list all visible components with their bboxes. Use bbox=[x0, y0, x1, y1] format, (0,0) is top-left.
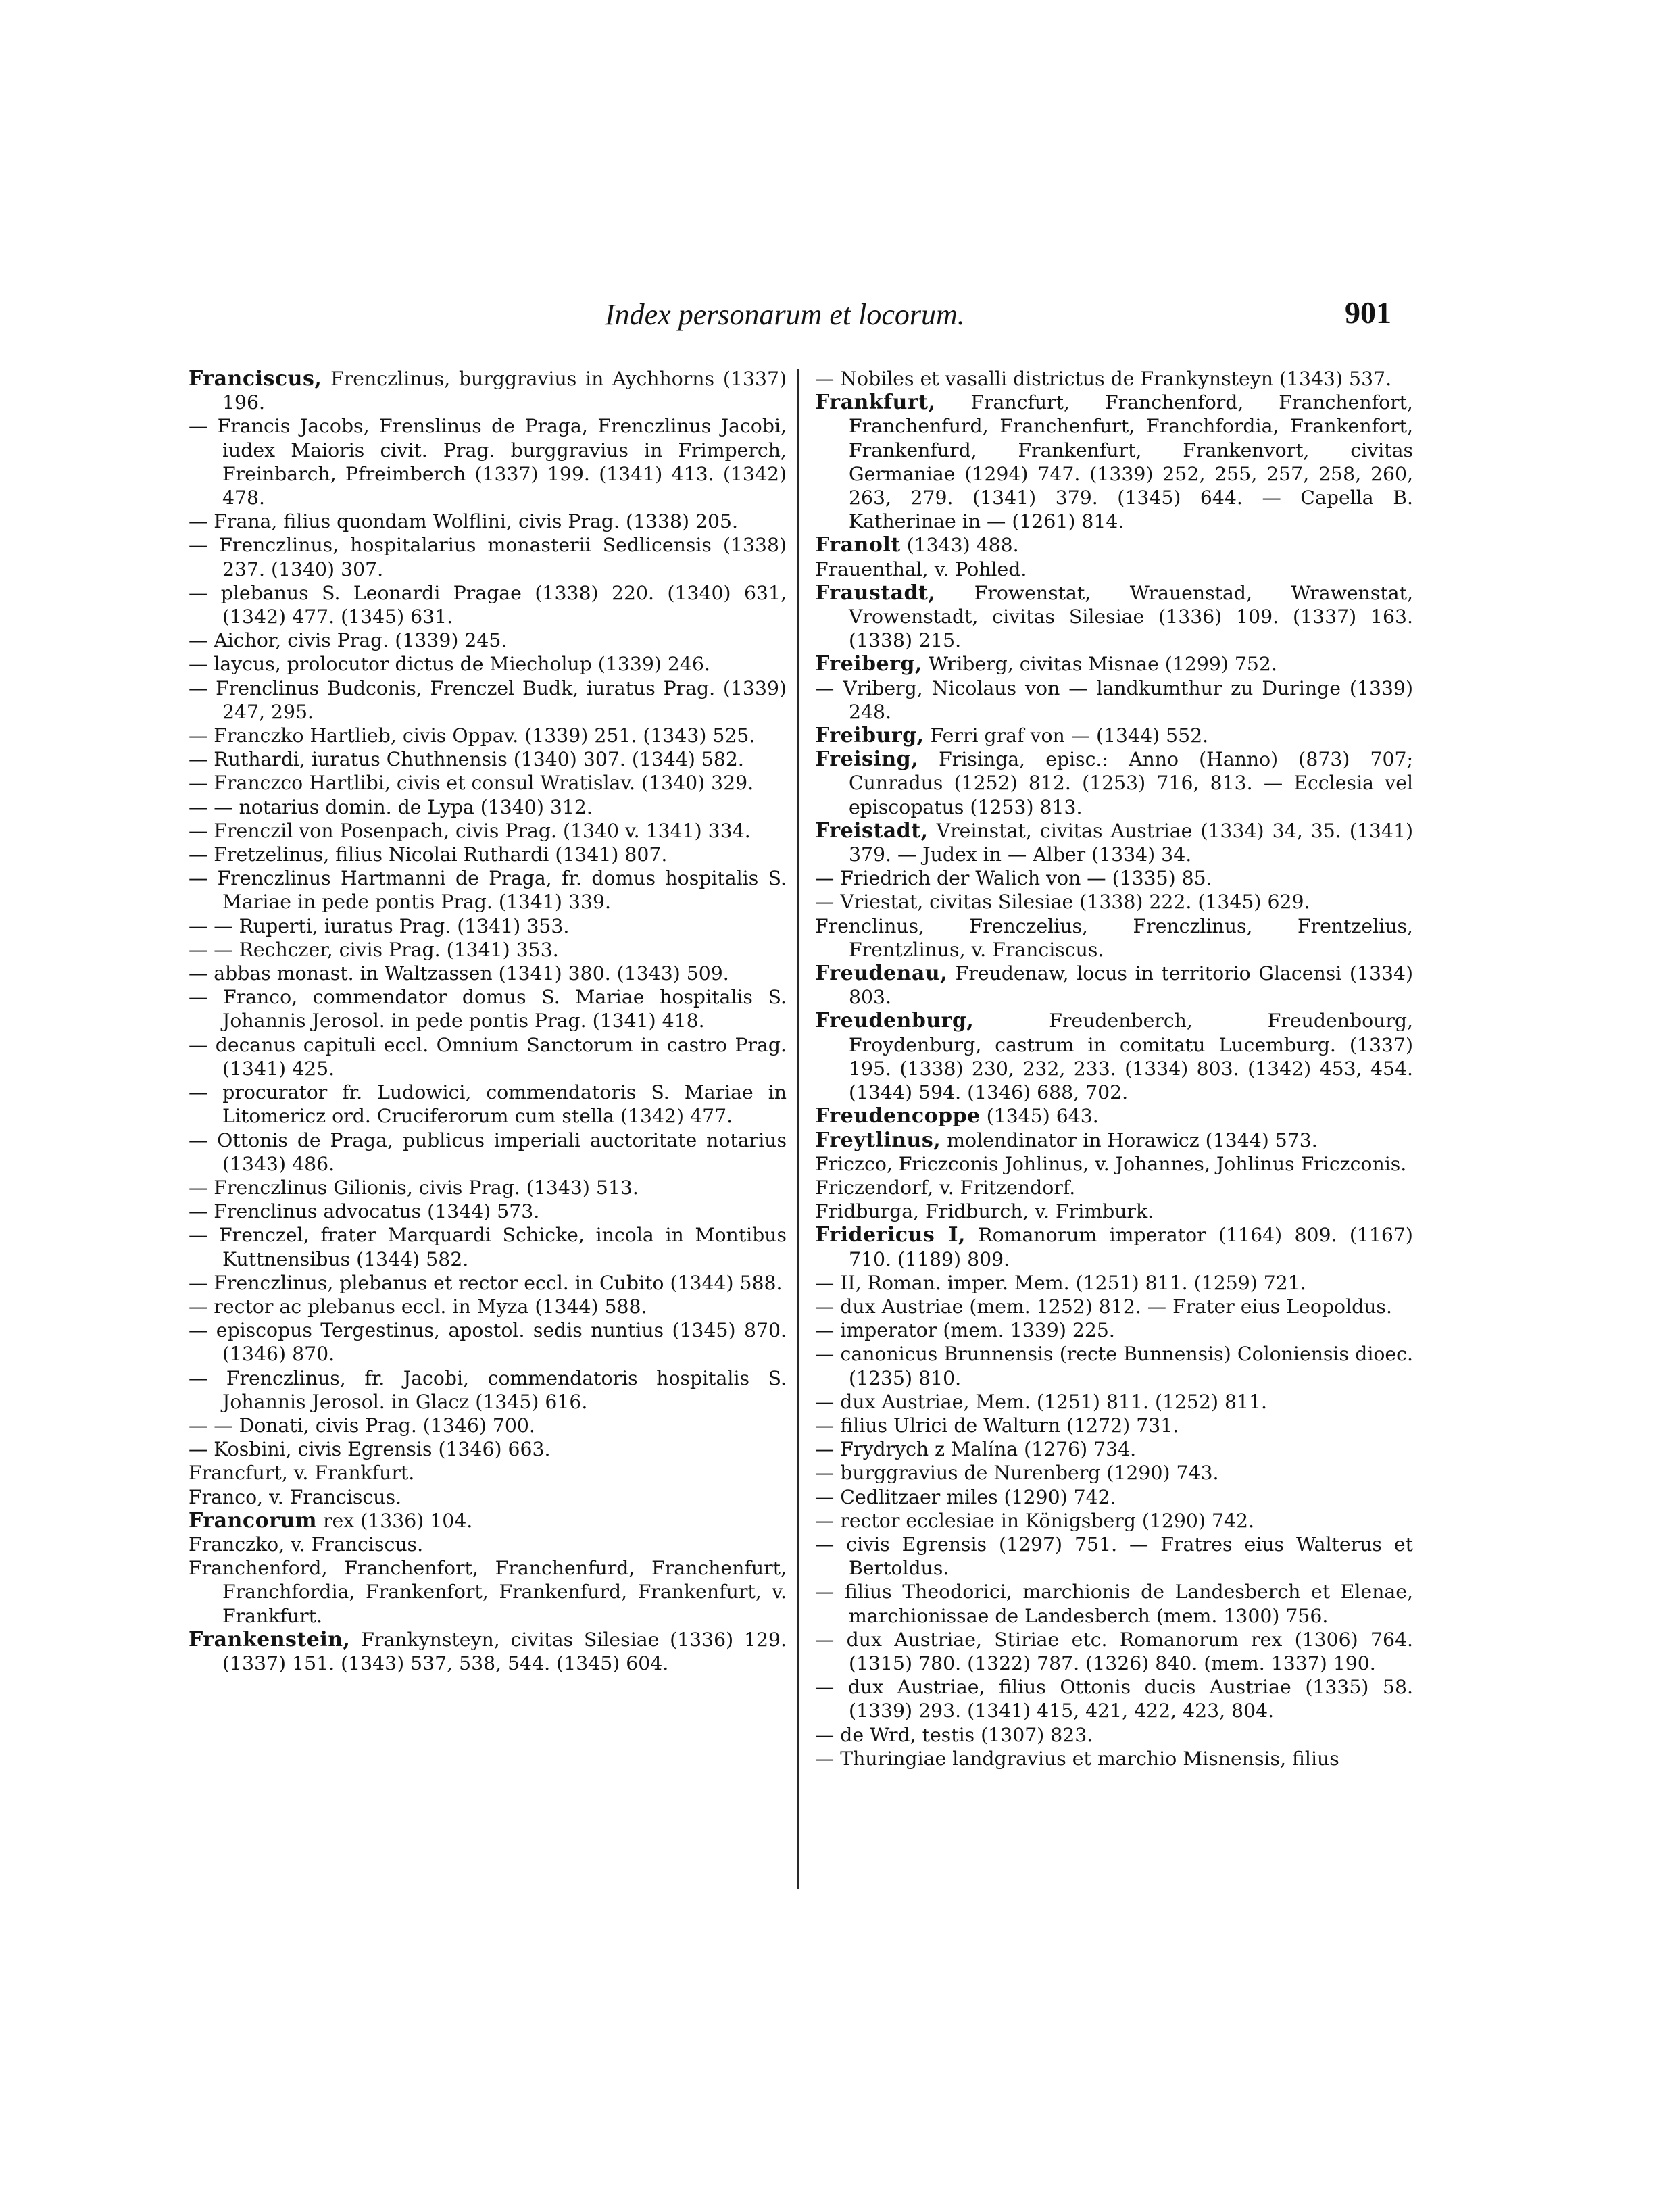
entry-text: Ferri graf von — (1344) 552. bbox=[924, 724, 1209, 747]
entry-headword: Frankenstein, bbox=[189, 1627, 351, 1652]
index-entry bbox=[189, 724, 787, 747]
entry-text: — dux Austriae (mem. 1252) 812. — Frater eius Leopoldus. bbox=[815, 1295, 1392, 1318]
column-divider bbox=[797, 369, 799, 1889]
running-header-title: Index personarum et locorum. bbox=[605, 298, 965, 331]
entry-headword: Freiburg, bbox=[815, 724, 924, 748]
entry-text: — procurator fr. Ludowici, commendatoris S. Mariae in Litomericz ord. Cruciferorum cum stella (1342) 477. bbox=[189, 1081, 787, 1128]
index-entry bbox=[815, 747, 1413, 819]
index-entry bbox=[189, 652, 787, 676]
entry-headword: Freytlinus, bbox=[815, 1128, 941, 1152]
entry-text: Freudenaw, locus in territorio Glacensi (1334) 803. bbox=[849, 962, 1413, 1009]
entry-text: — Frenczil von Posenpach, civis Prag. (1340 v. 1341) 334. bbox=[189, 819, 751, 842]
entry-text: — Franczko Hartlieb, civis Oppav. (1339) 251. (1343) 525. bbox=[189, 724, 756, 747]
entry-text: — Frenczlinus, fr. Jacobi, commendatoris hospitalis S. Johannis Jerosol. in Glacz (1345) 616. bbox=[189, 1366, 787, 1413]
index-entry bbox=[189, 1485, 787, 1509]
entry-text: — Aichor, civis Prag. (1339) 245. bbox=[189, 629, 508, 652]
entry-text: — Kosbini, civis Egrensis (1346) 663. bbox=[189, 1438, 551, 1461]
index-entry bbox=[815, 652, 1413, 676]
index-entry bbox=[189, 1271, 787, 1295]
index-entry bbox=[815, 1628, 1413, 1675]
entry-text: — episcopus Tergestinus, apostol. sedis nuntius (1345) 870. (1346) 870. bbox=[189, 1319, 787, 1366]
entry-text: molendinator in Horawicz (1344) 573. bbox=[941, 1129, 1318, 1151]
index-entry bbox=[189, 1461, 787, 1485]
entry-text: — civis Egrensis (1297) 751. — Fratres eius Walterus et Bertoldus. bbox=[815, 1533, 1413, 1580]
entry-text: Friczco, Friczconis Johlinus, v. Johannes, Johlinus Friczconis. bbox=[815, 1152, 1407, 1175]
index-entry bbox=[815, 1129, 1413, 1152]
entry-text: — filius Theodorici, marchionis de Landesberch et Elenae, marchionissae de Landesberch (mem. 1300) 756. bbox=[815, 1581, 1413, 1627]
index-entry bbox=[815, 1461, 1413, 1485]
entry-text: — Fretzelinus, filius Nicolai Ruthardi (1341) 807. bbox=[189, 843, 668, 866]
index-entry bbox=[189, 581, 787, 628]
entry-headword: Frankfurt, bbox=[815, 391, 936, 415]
entry-text: — Frana, filius quondam Wolflini, civis Prag. (1338) 205. bbox=[189, 510, 739, 533]
entry-text: — Vriberg, Nicolaus von — landkumthur zu Duringe (1339) 248. bbox=[815, 676, 1413, 723]
entry-text: — — Ruperti, iuratus Prag. (1341) 353. bbox=[189, 914, 570, 937]
entry-text: — canonicus Brunnensis (recte Bunnensis) Coloniensis dioec. (1235) 810. bbox=[815, 1343, 1413, 1389]
index-entry bbox=[815, 1176, 1413, 1199]
entry-headword: Freiberg, bbox=[815, 652, 922, 676]
index-entry bbox=[189, 1414, 787, 1437]
entry-text: Franchenford, Franchenfort, Franchenfurd, Franchenfurt, Franchfordia, Frankenfort, Frankenfurd, Frankenfurt, v. Frankfurt. bbox=[189, 1557, 787, 1627]
entry-text: — II, Roman. imper. Mem. (1251) 811. (1259) 721. bbox=[815, 1271, 1306, 1294]
index-entry bbox=[815, 1414, 1413, 1437]
index-entry bbox=[189, 1628, 787, 1675]
entry-text: — Frenclinus advocatus (1344) 573. bbox=[189, 1200, 540, 1223]
index-entry bbox=[815, 676, 1413, 724]
entry-headword: Franciscus, bbox=[189, 367, 322, 391]
entry-headword: Freudenburg, bbox=[815, 1009, 974, 1033]
entry-text: — Frenczlinus Gilionis, civis Prag. (1343) 513. bbox=[189, 1176, 639, 1199]
entry-text: rex (1336) 104. bbox=[316, 1509, 473, 1532]
index-entry bbox=[189, 414, 787, 510]
index-entry bbox=[815, 1223, 1413, 1270]
index-entry bbox=[189, 1199, 787, 1223]
index-entry bbox=[189, 914, 787, 938]
entry-text: — imperator (mem. 1339) 225. bbox=[815, 1319, 1115, 1342]
entry-text: — Francis Jacobs, Frenslinus de Praga, Frenczlinus Jacobi, iudex Maioris civit. Prag. burggravius in Frimperch, Freinbarch, Pfreimberch (1337) 199. (1341) 413. (1342) 478. bbox=[189, 415, 787, 510]
entry-text: Friczendorf, v. Fritzendorf. bbox=[815, 1176, 1076, 1199]
entry-text: — Frenczel, frater Marquardi Schicke, incola in Montibus Kuttnensibus (1344) 582. bbox=[189, 1224, 787, 1270]
entry-text: — abbas monast. in Waltzassen (1341) 380. (1343) 509. bbox=[189, 962, 729, 985]
entry-text: — dux Austriae, Stiriae etc. Romanorum rex (1306) 764. (1315) 780. (1322) 787. (1326) 840. (mem. 1337) 190. bbox=[815, 1628, 1413, 1675]
index-entry bbox=[815, 1104, 1413, 1128]
entry-text: — Frenczlinus, hospitalarius monasterii Sedlicensis (1338) 237. (1340) 307. bbox=[189, 534, 787, 580]
entry-text: — Cedlitzaer miles (1290) 742. bbox=[815, 1485, 1116, 1508]
entry-text: Franczko, v. Franciscus. bbox=[189, 1533, 424, 1556]
entry-text: — Franczco Hartlibi, civis et consul Wratislav. (1340) 329. bbox=[189, 772, 754, 795]
entry-text: Frenczlinus, burggravius in Aychhorns (1337) 196. bbox=[222, 368, 787, 414]
entry-text: — Ottonis de Praga, publicus imperiali auctoritate notarius (1343) 486. bbox=[189, 1129, 787, 1175]
index-entry bbox=[189, 1509, 787, 1533]
entry-text: — — notarius domin. de Lypa (1340) 312. bbox=[189, 795, 593, 818]
index-entry bbox=[189, 367, 787, 414]
index-entry bbox=[815, 1390, 1413, 1414]
index-entry bbox=[815, 819, 1413, 866]
index-entry bbox=[189, 1533, 787, 1556]
index-entry bbox=[815, 1009, 1413, 1104]
index-entry bbox=[189, 1366, 787, 1414]
entry-headword: Freudenau, bbox=[815, 962, 948, 986]
entry-text: — filius Ulrici de Walturn (1272) 731. bbox=[815, 1414, 1179, 1437]
entry-text: Freudenberch, Freudenbourg, Froydenburg, castrum in comitatu Lucemburg. (1337) 195. (1338) 230, 232, 233. (1334) 803. (1342) 453, 454. (1344) 594. (1346) 688, 702. bbox=[849, 1010, 1413, 1104]
index-entry bbox=[189, 1033, 787, 1081]
index-entry bbox=[189, 1437, 787, 1461]
index-entry bbox=[815, 367, 1413, 391]
index-entry bbox=[815, 1580, 1413, 1627]
index-entry bbox=[815, 1675, 1413, 1722]
index-entry bbox=[189, 771, 787, 795]
entry-headword: Fridericus I, bbox=[815, 1223, 966, 1247]
index-entry bbox=[189, 533, 787, 580]
entry-text: — burggravius de Nurenberg (1290) 743. bbox=[815, 1462, 1219, 1485]
index-entry bbox=[815, 1747, 1413, 1770]
index-entry bbox=[189, 1176, 787, 1199]
entry-text: — Franco, commendator domus S. Mariae hospitalis S. Johannis Jerosol. in pede pontis Prag. (1341) 418. bbox=[189, 986, 787, 1033]
index-entry bbox=[189, 1129, 787, 1176]
index-entry bbox=[815, 890, 1413, 914]
entry-text: — Thuringiae landgravius et marchio Misnensis, filius bbox=[815, 1747, 1339, 1770]
index-entry bbox=[189, 510, 787, 533]
entry-text: Fridburga, Fridburch, v. Frimburk. bbox=[815, 1200, 1154, 1223]
index-entry bbox=[815, 1485, 1413, 1509]
index-entry bbox=[815, 866, 1413, 890]
entry-text: Vreinstat, civitas Austriae (1334) 34, 35. (1341) 379. — Judex in — Alber (1334) 34. bbox=[849, 819, 1413, 866]
entry-text: — Nobiles et vasalli districtus de Frankynsteyn (1343) 537. bbox=[815, 368, 1392, 390]
entry-text: — decanus capituli eccl. Omnium Sanctorum in castro Prag. (1341) 425. bbox=[189, 1033, 787, 1080]
index-entry bbox=[815, 557, 1413, 581]
index-entry bbox=[815, 1271, 1413, 1295]
entry-headword: Freising, bbox=[815, 747, 919, 772]
index-entry bbox=[815, 533, 1413, 557]
entry-text: — Frenczlinus, plebanus et rector eccl. in Cubito (1344) 588. bbox=[189, 1271, 783, 1294]
entry-headword: Francorum bbox=[189, 1508, 317, 1533]
entry-text: Wriberg, civitas Misnae (1299) 752. bbox=[922, 653, 1277, 676]
entry-text: — plebanus S. Leonardi Pragae (1338) 220. (1340) 631, (1342) 477. (1345) 631. bbox=[189, 581, 787, 628]
index-entry bbox=[815, 1533, 1413, 1580]
index-entry bbox=[189, 985, 787, 1033]
entry-headword: Freudencoppe bbox=[815, 1104, 981, 1129]
entry-text: Frenclinus, Frenczelius, Frenczlinus, Frentzelius, Frentzlinus, v. Franciscus. bbox=[815, 914, 1413, 961]
index-entry bbox=[189, 795, 787, 819]
index-entry bbox=[815, 1318, 1413, 1342]
index-entry bbox=[189, 866, 787, 914]
index-entry bbox=[189, 1081, 787, 1128]
page-number: 901 bbox=[1345, 295, 1391, 330]
index-entry bbox=[189, 1295, 787, 1318]
entry-text: — Friedrich der Walich von — (1335) 85. bbox=[815, 867, 1212, 890]
entry-text: Franco, v. Franciscus. bbox=[189, 1485, 402, 1508]
index-entry bbox=[189, 1223, 787, 1270]
index-entry bbox=[815, 391, 1413, 533]
index-entry bbox=[815, 1509, 1413, 1533]
index-entry bbox=[815, 914, 1413, 962]
index-entry bbox=[189, 819, 787, 843]
index-entry bbox=[189, 747, 787, 771]
index-entry bbox=[189, 962, 787, 985]
entry-text: — de Wrd, testis (1307) 823. bbox=[815, 1723, 1093, 1746]
entry-text: — Frenclinus Budconis, Frenczel Budk, iuratus Prag. (1339) 247, 295. bbox=[189, 676, 787, 723]
index-entry bbox=[815, 1723, 1413, 1747]
entry-headword: Freistadt, bbox=[815, 818, 929, 843]
entry-text: Francfurt, v. Frankfurt. bbox=[189, 1462, 415, 1485]
entry-text: Frankynsteyn, civitas Silesiae (1336) 129. (1337) 151. (1343) 537, 538, 544. (1345) 604. bbox=[222, 1628, 787, 1675]
index-entry bbox=[815, 724, 1413, 747]
entry-text: — — Rechczer, civis Prag. (1341) 353. bbox=[189, 938, 559, 961]
index-entry bbox=[189, 676, 787, 724]
entry-headword: Fraustadt, bbox=[815, 580, 936, 605]
index-entry bbox=[189, 843, 787, 866]
index-entry bbox=[189, 938, 787, 962]
entry-headword: Franolt bbox=[815, 533, 901, 557]
entry-text: Frauenthal, v. Pohled. bbox=[815, 557, 1027, 580]
index-entry bbox=[815, 1437, 1413, 1461]
entry-text: — rector ac plebanus eccl. in Myza (1344) 588. bbox=[189, 1295, 647, 1318]
index-entry bbox=[189, 1556, 787, 1628]
index-entry bbox=[815, 581, 1413, 653]
index-entry bbox=[189, 628, 787, 652]
index-entry bbox=[815, 1295, 1413, 1318]
index-entry bbox=[189, 1318, 787, 1366]
entry-text: — — Donati, civis Prag. (1346) 700. bbox=[189, 1414, 535, 1437]
entry-text: Francfurt, Franchenford, Franchenfort, Franchenfurd, Franchenfurt, Franchfordia, Frankenfort, Frankenfurd, Frankenfurt, Frankenvort, civitas Germaniae (1294) 747. (1339) 252, 255, 257, 258, 260, 263, 279. (1341) 379. (1345) 644. — Capella B. Katherinae in — (1261) 814. bbox=[849, 391, 1413, 533]
entry-text: — laycus, prolocutor dictus de Miecholup (1339) 246. bbox=[189, 653, 710, 676]
entry-text: — Ruthardi, iuratus Chuthnensis (1340) 307. (1344) 582. bbox=[189, 748, 744, 771]
entry-text: Romanorum imperator (1164) 809. (1167) 710. (1189) 809. bbox=[849, 1224, 1413, 1270]
index-entry bbox=[815, 1152, 1413, 1176]
index-entry bbox=[815, 1199, 1413, 1223]
entry-text: — rector ecclesiae in Königsberg (1290) 742. bbox=[815, 1509, 1254, 1532]
index-column-left bbox=[189, 367, 787, 1675]
index-column-right bbox=[815, 367, 1413, 1770]
entry-text: — Vriestat, civitas Silesiae (1338) 222. (1345) 629. bbox=[815, 891, 1310, 914]
entry-text: — Frydrych z Malína (1276) 734. bbox=[815, 1438, 1137, 1461]
entry-text: (1343) 488. bbox=[900, 534, 1019, 557]
entry-text: — dux Austriae, Mem. (1251) 811. (1252) 811. bbox=[815, 1390, 1268, 1413]
entry-text: Frowenstat, Wrauenstad, Wrawenstat, Vrowenstadt, civitas Silesiae (1336) 109. (1337) 163. (1338) 215. bbox=[849, 581, 1413, 652]
entry-text: — Frenczlinus Hartmanni de Praga, fr. domus hospitalis S. Mariae in pede pontis Prag. (1341) 339. bbox=[189, 867, 787, 914]
index-entry bbox=[815, 1342, 1413, 1389]
index-entry bbox=[815, 962, 1413, 1009]
entry-text: — dux Austriae, filius Ottonis ducis Austriae (1335) 58. (1339) 293. (1341) 415, 421, 422, 423, 804. bbox=[815, 1676, 1413, 1722]
entry-text: (1345) 643. bbox=[980, 1105, 1099, 1128]
entry-text: Frisinga, episc.: Anno (Hanno) (873) 707; Cunradus (1252) 812. (1253) 716, 813. — Ecclesia vel episcopatus (1253) 813. bbox=[849, 748, 1413, 818]
